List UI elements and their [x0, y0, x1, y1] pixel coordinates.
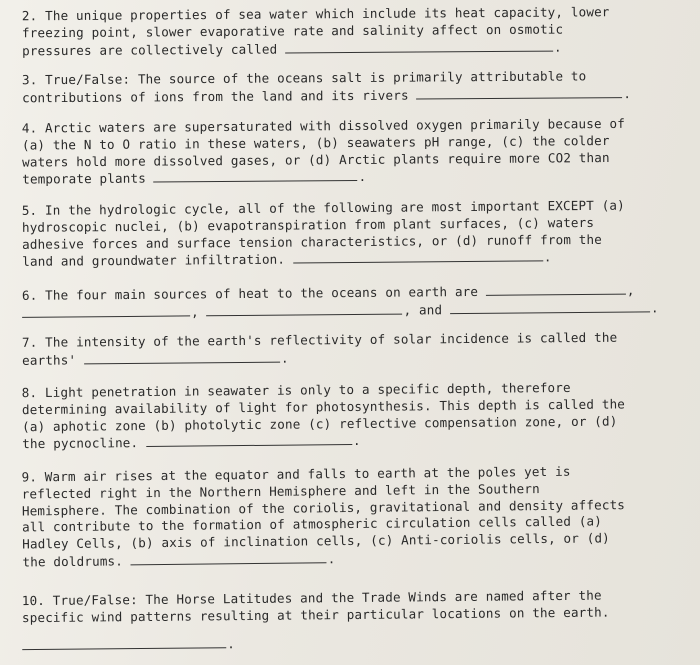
- period: .: [650, 300, 659, 316]
- question-9-line-3: Hemisphere. The combination of the coriolis, gravitational and density affects: [21, 496, 626, 519]
- question-5-text-4: land and groundwater infiltration.: [22, 251, 286, 270]
- question-8-line-1: 8. Light penetration in seawater is only to a specific depth, therefore: [21, 379, 571, 401]
- question-3-line-2: [22, 84, 682, 106]
- answer-blank-4[interactable]: [154, 168, 358, 183]
- answer-blank-2[interactable]: [285, 38, 553, 53]
- period: .: [358, 169, 367, 185]
- question-9-line-4: all contribute to the formation of atmospheric circulation cells called (a): [22, 513, 603, 535]
- question-4-line-2: (a) the N to O ratio in these waters, (b) seawaters pH range, (c) the colder: [21, 132, 610, 153]
- question-5-line-2: hydroscopic nuclei, (b) evapotranspiration from plant surfaces, (c) waters: [21, 214, 595, 235]
- answer-blank-6d[interactable]: [450, 299, 650, 314]
- answer-blank-5[interactable]: [293, 249, 543, 264]
- question-4-text-4: temporate plants: [22, 171, 146, 187]
- answer-blank-9[interactable]: [131, 550, 327, 565]
- answer-blank-8[interactable]: [146, 432, 352, 447]
- question-4: [22, 115, 683, 188]
- question-6-text-1: 6. The four main sources of heat to the oceans on earth are: [21, 283, 479, 303]
- question-8-line-3: (a) aphotic zone (b) photolytic zone (c) reflective compensation zone, or (d): [22, 413, 618, 434]
- question-3-line-1: 3. True/False: The source of the oceans salt is primarily attributable to: [21, 68, 587, 88]
- answer-blank-10[interactable]: [22, 635, 226, 650]
- question-2-line-1: 2. The unique properties of sea water which include its heat capacity, lower: [21, 4, 610, 24]
- period: .: [227, 635, 236, 651]
- question-7-text-2: earths': [22, 352, 77, 368]
- question-5: [22, 197, 683, 271]
- period: .: [543, 249, 552, 265]
- comma: ,: [403, 302, 412, 318]
- question-9-line-5: Hadley Cells, (b) axis of inclination cells, (c) Anti-coriolis cells, or (d): [22, 530, 610, 552]
- answer-blank-6a[interactable]: [486, 282, 626, 296]
- question-4-line-4: [22, 166, 682, 189]
- period: .: [553, 39, 562, 55]
- question-10-line-1: 10. True/False: The Horse Latitudes and the Trade Winds are named after the: [21, 587, 602, 609]
- question-5-line-3: adhesive forces and surface tension characteristics, or (d) runoff from the: [22, 231, 603, 252]
- answer-blank-3[interactable]: [416, 85, 622, 99]
- answer-blank-7[interactable]: [84, 349, 280, 364]
- question-9-text-6: the doldrums.: [22, 553, 124, 570]
- question-6-and: and: [418, 302, 443, 318]
- question-9-line-2: reflected right in the Northern Hemisphere and left in the Southern: [21, 480, 540, 502]
- period: .: [352, 433, 361, 449]
- question-10: [22, 587, 683, 655]
- period: .: [623, 85, 632, 101]
- question-10-line-2: specific wind patterns resulting at their particular locations on the earth.: [21, 604, 610, 625]
- question-8-text-4: the pycnocline.: [22, 435, 139, 452]
- question-8-line-2: determining availability of light for photosynthesis. This depth is called the: [21, 396, 626, 417]
- comma: ,: [626, 282, 635, 298]
- question-7-line-1: 7. The intensity of the earth's reflectivity of solar incidence is called the: [21, 329, 618, 350]
- question-2: [22, 4, 682, 60]
- comma: ,: [191, 304, 199, 320]
- question-10-line-3: [22, 630, 682, 654]
- question-5-line-1: 5. In the hydrologic cycle, all of the following are most important EXCEPT (a): [21, 197, 625, 218]
- question-2-line-2: freezing point, slower evaporative rate and salinity affect on osmotic: [21, 21, 564, 41]
- question-7: [22, 329, 682, 369]
- question-8: [22, 379, 683, 454]
- question-2-text-3: pressures are collectively called: [22, 41, 278, 58]
- period: .: [327, 551, 336, 567]
- question-4-line-1: 4. Arctic waters are supersaturated with dissolved oxygen primarily because of: [21, 115, 625, 136]
- question-3-text-2: contributions of ions from the land and its rivers: [22, 87, 409, 106]
- question-2-line-3: [22, 37, 682, 59]
- question-4-line-3: waters hold more dissolved gases, or (d) Arctic plants require more CO2 than: [22, 149, 610, 170]
- question-3: [22, 68, 682, 107]
- answer-blank-6c[interactable]: [206, 301, 402, 316]
- question-9-line-1: 9. Warm air rises at the equator and falls to earth at the poles yet is: [21, 463, 571, 485]
- answer-blank-6b[interactable]: [22, 303, 190, 317]
- period: .: [280, 350, 289, 366]
- question-6: [22, 281, 682, 322]
- question-9: [21, 463, 682, 572]
